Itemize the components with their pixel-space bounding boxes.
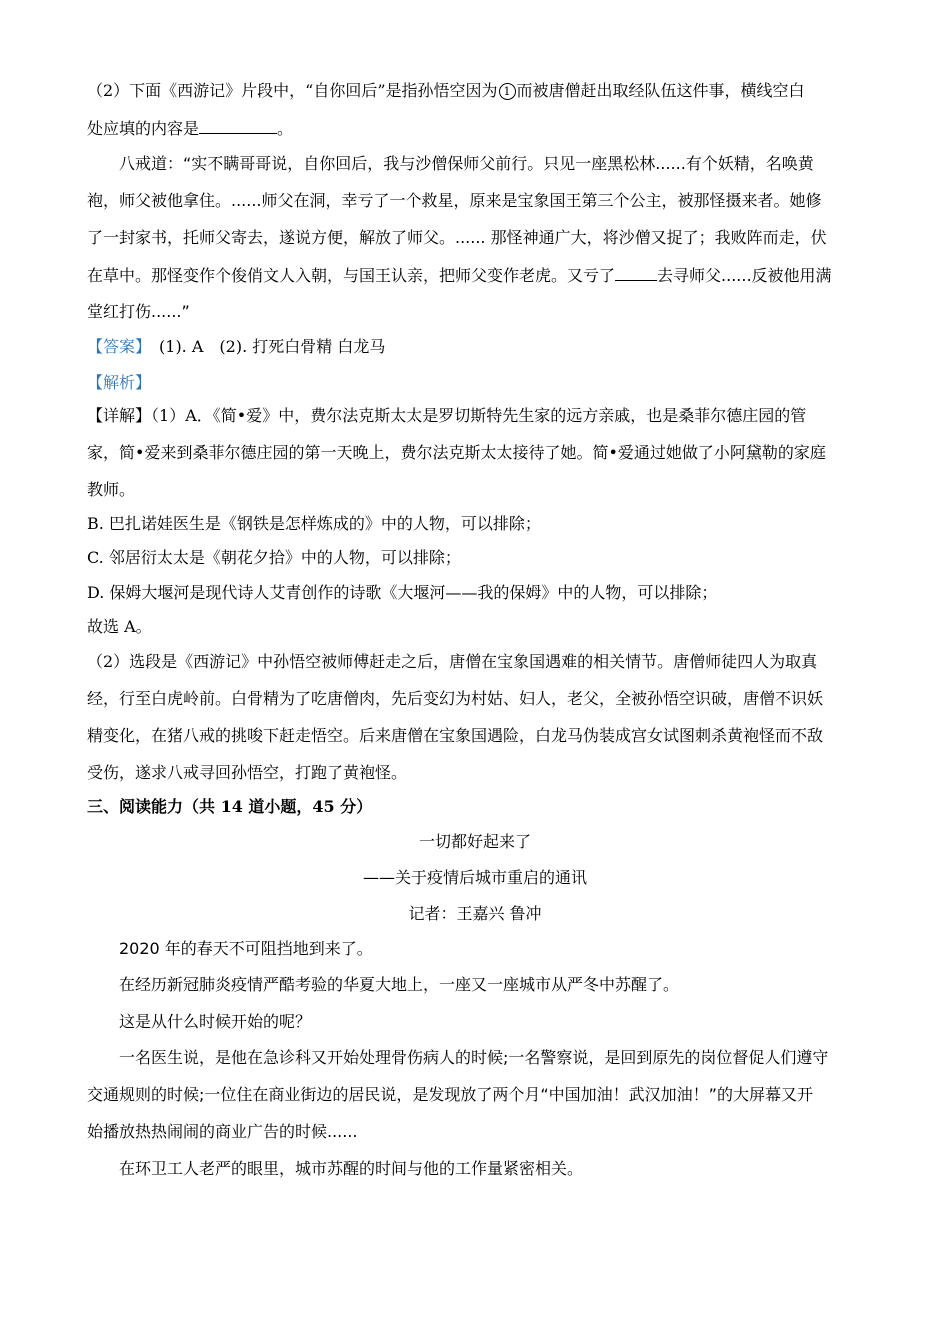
section-heading: 三、阅读能力（共 14 道小题，45 分） [87,797,373,816]
article-paragraph-4-line-3: 始播放热热闹闹的商业广告的时候...... [87,1122,358,1141]
part2-line-2: 经，行至白虎岭前。白骨精为了吃唐僧肉，先后变幻为村姑、妇人，老父，全被孙悟空识破，唐僧不识妖 [87,689,824,708]
question-2-text-cont: 而被唐僧赶出取经队伍这件事，横线空白 [516,81,805,100]
option-d-line: D. 保姆大堰河是现代诗人艾青创作的诗歌《大堰河——我的保姆》中的人物，可以排除； [87,583,718,602]
article-paragraph-4-line-1: 一名医生说，是他在急诊科又开始处理骨伤病人的时候;一名警察说，是回到原先的岗位督促人们遵守 [119,1048,829,1067]
article-title: 一切都好起来了 [418,832,531,851]
question-2-line-2 [87,117,293,140]
passage-line-5: 堂红打伤......” [87,302,190,321]
article-paragraph-4-line-2: 交通规则的时候;一位住在商业街边的居民说，是发现放了两个月“中国加油！武汉加油！”的大屏幕又开 [87,1085,813,1104]
passage-line-2: 袍，师父被他拿住。......师父在洞，幸亏了一个救星，原来是宝象国王第三个公主，被那怪摄来者。她修 [87,191,822,210]
option-c-line: C. 邻居衍太太是《朝花夕拾》中的人物，可以排除； [87,548,461,567]
detail-text: （1）A．《简•爱》中，费尔法克斯太太是罗切斯特先生家的远方亲戚，也是桑菲尔德庄园的管 [151,406,807,425]
answer-blank [199,117,277,134]
passage-line-1: 八戒道：“实不瞒哥哥说，自你回后，我与沙僧保师父前行。只见一座黑松林......有个妖精，名唤黄 [119,154,814,173]
article-subtitle: ——关于疫情后城市重启的通讯 [362,868,587,887]
question-2-prompt: 处应填的内容是 [87,119,200,138]
part2-line-1: （2）选段是《西游记》中孙悟空被师傅赶走之后，唐僧在宝象国遇难的相关情节。唐僧师徒四人为取真 [87,652,818,671]
passage-blank [615,264,657,281]
passage-text: 在草中。那怪变作个俊俏文人入朝，与国王认亲，把师父变作老虎。又亏了 [87,266,616,285]
article-byline: 记者：王嘉兴 鲁冲 [408,904,542,923]
part2-line-3: 精变化，在猪八戒的挑唆下赶走悟空。后来唐僧在宝象国遇险，白龙马伪装成宫女试图刺杀黄袍怪而不敌 [87,726,824,745]
question-2-line-1 [87,80,805,102]
detail-line-2: 家，简•爱来到桑菲尔德庄园的第一天晚上，费尔法克斯太太接待了她。简•爱通过她做了小阿黛勒的家庭 [87,443,826,462]
answer-line [87,336,385,358]
analysis-tag: 【解析】 [87,373,152,392]
article-paragraph-3: 这是从什么时候开始的呢？ [119,1012,312,1031]
answer-tag: 【答案】 [87,337,144,356]
passage-text-cont: 去寻师父......反被他用满 [657,266,832,285]
question-2-period: 。 [277,119,294,138]
option-b-line: B. 巴扎诺娃医生是《钢铁是怎样炼成的》中的人物，可以排除； [87,514,541,533]
question-2-text: （2）下面《西游记》片段中，“自你回后”是指孙悟空因为 [87,81,498,100]
passage-line-4 [87,264,832,287]
passage-line-3: 了一封家书，托师父寄去，遂说方便，解放了师父。...... 那怪神通广大，将沙僧又捉了；我败阵而走，伏 [87,228,827,247]
part2-line-4: 受伤，遂求八戒寻回孙悟空，打跑了黄袍怪。 [87,763,408,782]
article-paragraph-2: 在经历新冠肺炎疫情严酷考验的华夏大地上，一座又一座城市从严冬中苏醒了。 [119,975,680,994]
detail-line-1 [87,405,806,427]
circled-number: 1 [499,83,516,100]
article-paragraph-5: 在环卫工人老严的眼里，城市苏醒的时间与他的工作量紧密相关。 [119,1159,584,1178]
analysis-line [87,372,151,394]
article-paragraph-1: 2020 年的春天不可阻挡地到来了。 [119,939,373,958]
detail-tag: 【详解】 [87,406,152,425]
detail-line-3: 教师。 [87,480,136,499]
conclusion-line: 故选 A。 [87,617,152,636]
answer-text: (1). A (2). 打死白骨精 白龙马 [143,337,386,356]
